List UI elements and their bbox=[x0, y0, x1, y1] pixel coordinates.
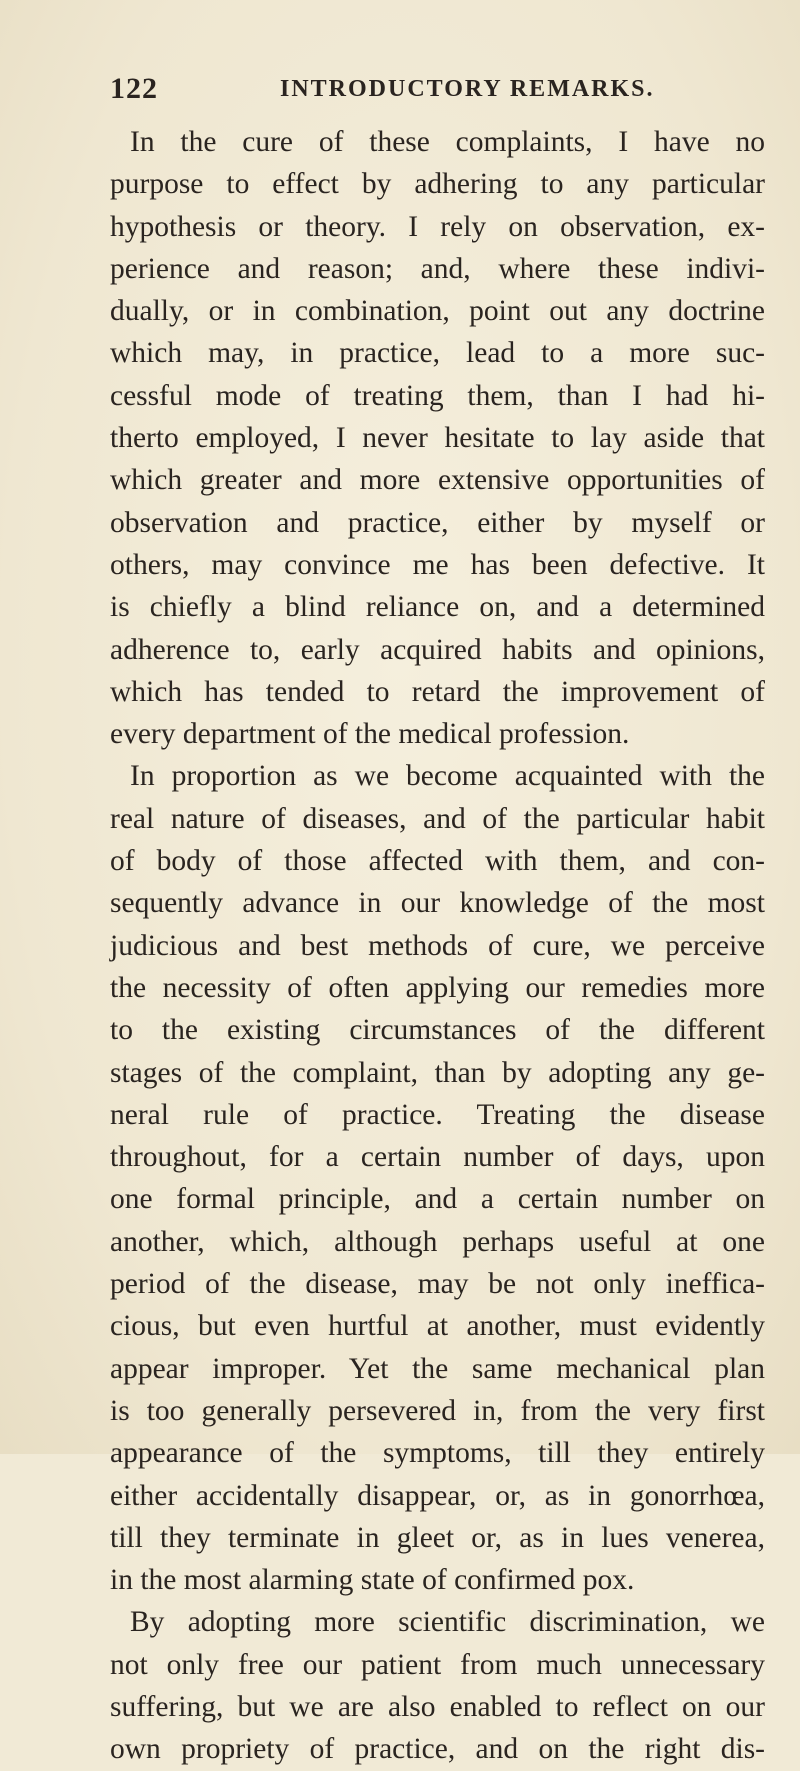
text-line: is too generally persevered in, from the very first bbox=[110, 1394, 765, 1427]
paragraph bbox=[110, 1601, 765, 1770]
text-line: the necessity of often applying our remedies more bbox=[110, 971, 765, 1004]
text-line: purpose to effect by adhering to any particular bbox=[110, 168, 765, 201]
text-line: dually, or in combination, point out any doctrine bbox=[110, 295, 765, 328]
text-line: appearance of the symptoms, till they entirely bbox=[110, 1437, 765, 1470]
text-line: one formal principle, and a certain number on bbox=[110, 1183, 765, 1216]
text-line: cious, but even hurtful at another, must evidently bbox=[110, 1310, 765, 1343]
text-line: therto employed, I never hesitate to lay aside that bbox=[110, 422, 765, 455]
text-line: adherence to, early acquired habits and opinions, bbox=[110, 633, 765, 666]
text-line: throughout, for a certain number of days, upon bbox=[110, 1141, 765, 1174]
text-line: till they terminate in gleet or, as in lues venerea, bbox=[110, 1521, 765, 1554]
text-line: period of the disease, may be not only ineffica- bbox=[110, 1268, 765, 1301]
text-line: which may, in practice, lead to a more suc- bbox=[110, 337, 765, 370]
text-line: which greater and more extensive opportunities of bbox=[110, 464, 765, 497]
text-line: either accidentally disappear, or, as in gonorrhœa, bbox=[110, 1479, 765, 1512]
text-line: to the existing circumstances of the different bbox=[110, 1014, 765, 1047]
text-line: In the cure of these complaints, I have no bbox=[130, 126, 765, 158]
page-number: 122 bbox=[110, 72, 158, 105]
text-line: hypothesis or theory. I rely on observation, ex- bbox=[110, 210, 765, 243]
text-line: own propriety of practice, and on the right dis- bbox=[110, 1733, 765, 1766]
text-line: another, which, although perhaps useful at one bbox=[110, 1225, 765, 1258]
text-line: others, may convince me has been defective. It bbox=[110, 548, 765, 581]
text-line: real nature of diseases, and of the particular habit bbox=[110, 802, 765, 835]
text-line: which has tended to retard the improvement of bbox=[110, 675, 765, 708]
text-line: neral rule of practice. Treating the disease bbox=[110, 1098, 765, 1131]
text-line: cessful mode of treating them, than I had hi- bbox=[110, 379, 765, 412]
text-line: perience and reason; and, where these indivi- bbox=[110, 252, 765, 285]
paragraph bbox=[110, 121, 765, 755]
text-line: By adopting more scientific discrimination, we bbox=[130, 1606, 765, 1639]
text-line: stages of the complaint, than by adopting any ge- bbox=[110, 1056, 765, 1089]
text-line: suffering, but we are also enabled to reflect on our bbox=[110, 1690, 765, 1723]
text-line: appear improper. Yet the same mechanical plan bbox=[110, 1352, 765, 1385]
text-line: not only free our patient from much unnecessary bbox=[110, 1648, 765, 1681]
text-line: of body of those affected with them, and con- bbox=[110, 845, 765, 878]
text-line: every department of the medical profession. bbox=[110, 718, 630, 751]
text-line: observation and practice, either by myself or bbox=[110, 506, 765, 539]
running-head: INTRODUCTORY REMARKS. bbox=[280, 76, 655, 102]
text-line: in the most alarming state of confirmed pox. bbox=[110, 1564, 635, 1597]
text-line: sequently advance in our knowledge of the most bbox=[110, 887, 765, 920]
paragraph bbox=[110, 755, 765, 1601]
text-line: In proportion as we become acquainted with the bbox=[130, 760, 765, 793]
page-header bbox=[110, 72, 690, 112]
body-text bbox=[110, 121, 765, 1771]
text-line: is chiefly a blind reliance on, and a determined bbox=[110, 591, 765, 624]
text-line: judicious and best methods of cure, we perceive bbox=[110, 929, 765, 962]
